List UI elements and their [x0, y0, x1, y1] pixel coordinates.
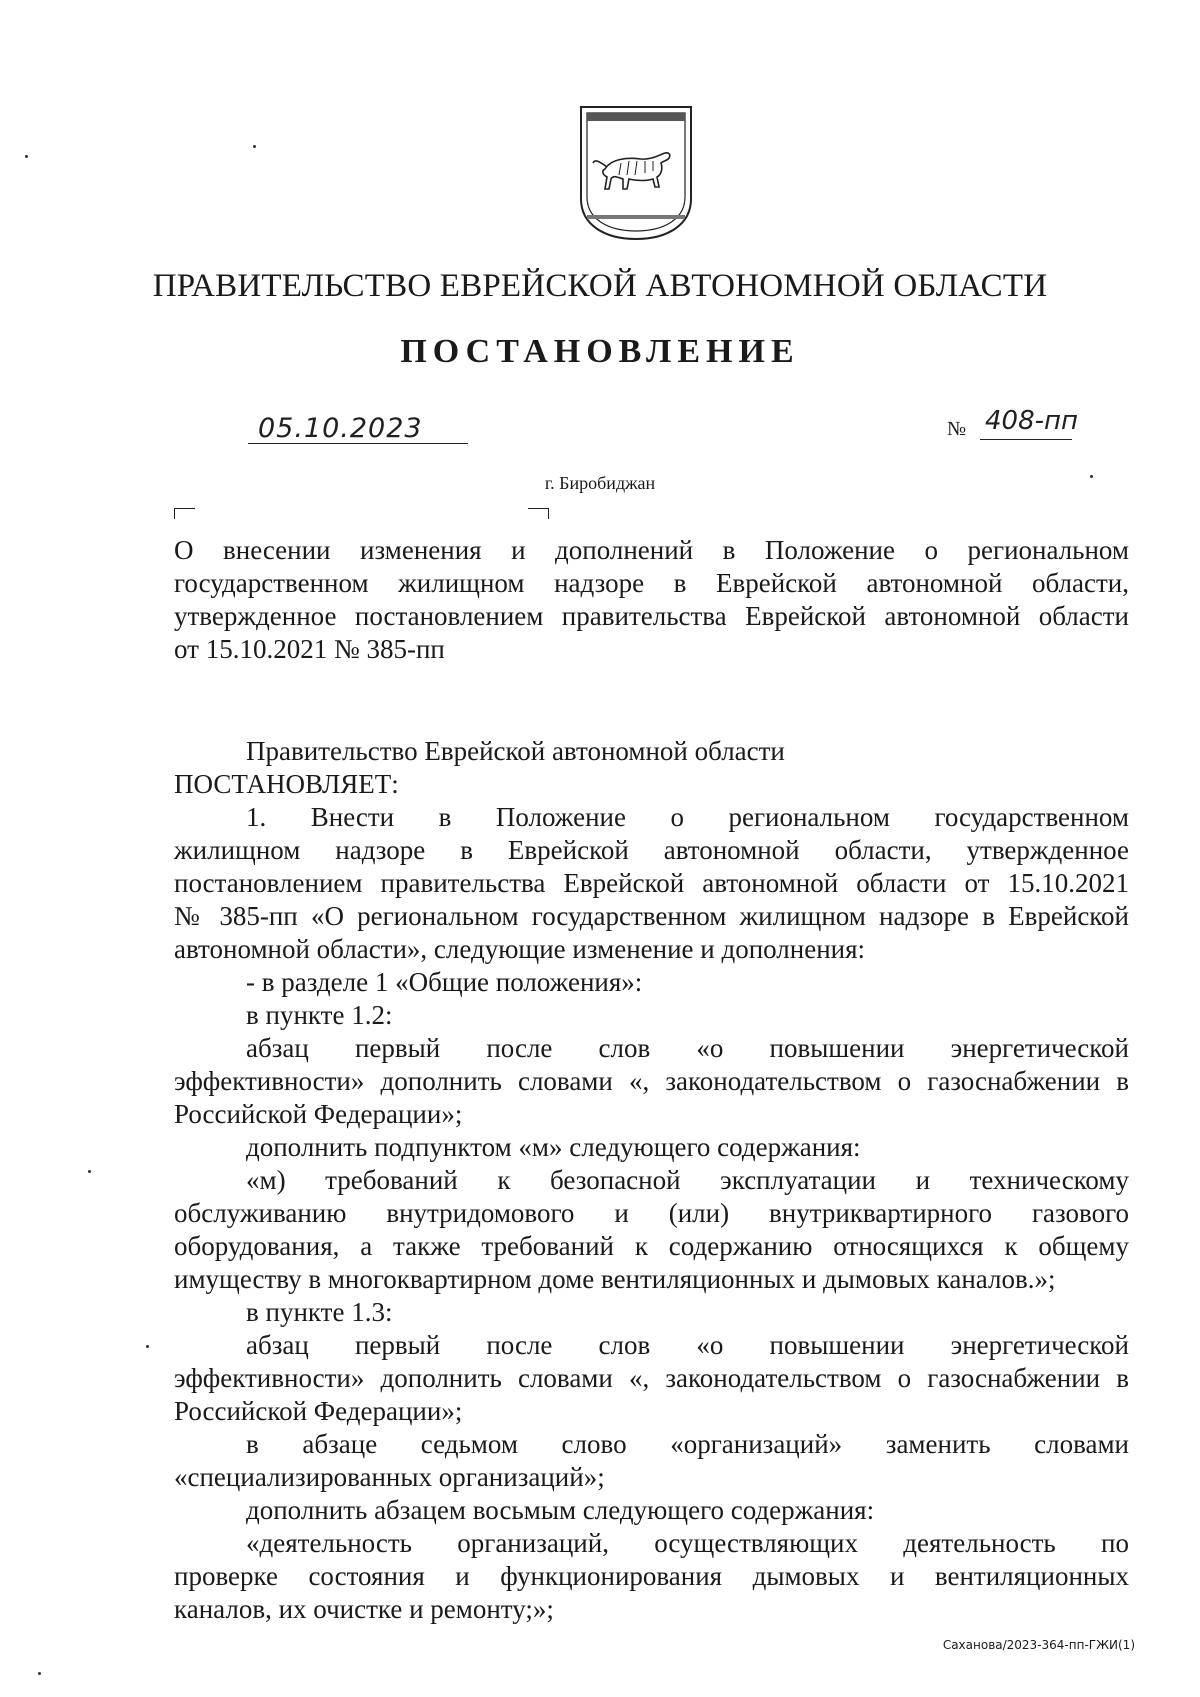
- subject-bracket-right: [528, 508, 549, 519]
- scan-speck: [1090, 475, 1093, 478]
- body-line: эффективности» дополнить словами «, законодательством о газоснабжении в: [174, 1363, 1129, 1393]
- document-type-heading: ПОСТАНОВЛЕНИЕ: [400, 333, 800, 370]
- body-line: абзац первый после слов «о повышении энергетической: [246, 1033, 1129, 1063]
- body-line: в пункте 1.3:: [246, 1297, 393, 1327]
- body-line: ПОСТАНОВЛЯЕТ:: [174, 769, 399, 799]
- document-body: [174, 735, 1129, 1626]
- body-line: Российской Федерации»;: [174, 1396, 463, 1426]
- subject-line: утвержденное постановлением правительства Еврейской автономной области: [174, 601, 1129, 631]
- body-line: в абзаце седьмом слово «организаций» заменить словами: [246, 1429, 1129, 1459]
- scan-speck: [88, 1170, 91, 1173]
- body-line: «деятельность организаций, осуществляющих деятельность по: [246, 1528, 1129, 1558]
- scan-speck: [146, 1345, 149, 1348]
- number-sign: №: [947, 418, 967, 440]
- body-line: обслуживанию внутридомового и (или) внутриквартирного газового: [174, 1198, 1129, 1228]
- coat-of-arms-emblem: [577, 103, 695, 243]
- footer-document-reference: Саханова/2023-364-пп-ГЖИ(1): [942, 1638, 1135, 1652]
- body-line: постановлением правительства Еврейской автономной области от 15.10.2021: [174, 868, 1129, 898]
- body-line: имуществу в многоквартирном доме вентиляционных и дымовых каналов.»;: [174, 1264, 1056, 1294]
- subject-bracket-left: [174, 508, 195, 519]
- body-line: абзац первый после слов «о повышении энергетической: [246, 1330, 1129, 1360]
- body-line: проверке состояния и функционирования дымовых и вентиляционных: [174, 1561, 1129, 1591]
- body-line: дополнить абзацем восьмым следующего содержания:: [246, 1495, 875, 1525]
- subject-line: О внесении изменения и дополнений в Положение о региональном: [174, 535, 1129, 565]
- body-line: автономной области», следующие изменение и дополнения:: [174, 934, 866, 964]
- subject-line: государственном жилищном надзоре в Еврейской автономной области,: [174, 568, 1129, 598]
- body-line: № 385-пп «О региональном государственном жилищном надзоре в Еврейской: [174, 901, 1129, 931]
- city-name: г. Биробиджан: [544, 473, 656, 493]
- government-title: ПРАВИТЕЛЬСТВО ЕВРЕЙСКОЙ АВТОНОМНОЙ ОБЛАСТИ: [152, 268, 1048, 304]
- subject-line: от 15.10.2021 № 385-пп: [174, 634, 445, 664]
- body-line: в пункте 1.2:: [246, 1000, 393, 1030]
- document-subject: [174, 534, 1129, 666]
- number-underline: [980, 439, 1072, 440]
- body-line: «специализированных организаций»;: [174, 1462, 605, 1492]
- scan-speck: [253, 145, 256, 148]
- body-line: жилищном надзоре в Еврейской автономной области, утвержденное: [174, 835, 1129, 865]
- body-line: Правительство Еврейской автономной области: [246, 736, 785, 766]
- body-line: эффективности» дополнить словами «, законодательством о газоснабжении в: [174, 1066, 1129, 1096]
- date-underline: [248, 443, 468, 444]
- scan-speck: [38, 1672, 41, 1675]
- scan-speck: [25, 155, 28, 158]
- body-line: - в разделе 1 «Общие положения»:: [246, 967, 643, 997]
- body-line: оборудования, а также требований к содержанию относящихся к общему: [174, 1231, 1129, 1261]
- body-line: каналов, их очистке и ремонту;»;: [174, 1594, 554, 1624]
- body-line: 1. Внести в Положение о региональном государственном: [246, 802, 1129, 832]
- body-line: дополнить подпунктом «м» следующего содержания:: [246, 1132, 861, 1162]
- body-line: «м) требований к безопасной эксплуатации и техническому: [246, 1165, 1129, 1195]
- handwritten-document-number: 408-пп: [985, 406, 1079, 436]
- body-line: Российской Федерации»;: [174, 1099, 463, 1129]
- handwritten-date: 05.10.2023: [258, 413, 423, 444]
